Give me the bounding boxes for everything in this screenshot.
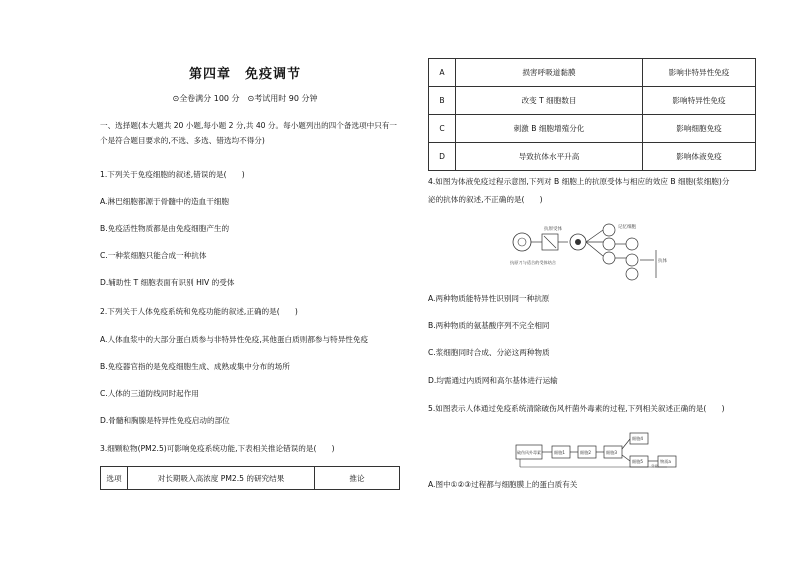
tetanus-toxin-diagram (512, 431, 692, 471)
q1-option-a: A.淋巴细胞都源于骨髓中的造血干细胞 (100, 197, 229, 206)
fig-label-cell5: 细胞5 (632, 459, 644, 464)
q3-table-header (100, 466, 400, 490)
q2-option-a: A.人体血浆中的大部分蛋白质参与非特异性免疫,其他蛋白质则都参与特异性免疫 (100, 335, 369, 344)
fig-label-receptor: 抗原受体 (544, 227, 562, 232)
q4-option-d: D.均需通过内质网和高尔基体进行运输 (428, 376, 558, 385)
table-row: B 改变 T 细胞数目 影响特异性免疫 (429, 87, 756, 115)
fig-label-toxin: 破伤风外毒素 (517, 450, 541, 455)
fig-label-bind: 抗原刀与适合的受体结合 (510, 260, 557, 265)
q1-stem: 1.下列关于免疫细胞的叙述,错误的是( ) (100, 170, 245, 179)
q4-stem-line1: 4.如图为体液免疫过程示意图,下列对 B 细胞上的抗原受体与相应的效应 B 细胞(浆细胞)分 (428, 177, 730, 186)
fig-label-secrete: 分泌 (651, 464, 659, 468)
section-heading: 一、选择题(本大题共 20 小题,每小题 2 分,共 40 分。每小题列出的四个备选项中只有一个是符合题目要求的,不选、多选、错选均不得分) (100, 121, 398, 145)
q2-option-c: C.人体的三道防线同时起作用 (100, 389, 199, 398)
exam-meta: ⊙全卷满分 100 分 ⊙考试用时 90 分钟 (172, 94, 318, 103)
humoral-immunity-diagram (508, 220, 688, 284)
q3-table (428, 58, 756, 171)
fig-label-cell2: 细胞2 (580, 450, 592, 455)
fig-label-memory: 记忆细胞 (618, 225, 636, 230)
table-row: A 损害呼吸道黏膜 影响非特异性免疫 (429, 59, 756, 87)
q4-option-a: A.两种物质能特异性识别同一种抗原 (428, 294, 550, 303)
q3-col-inference: 推论 (315, 467, 400, 490)
q4-stem-line2: 泌的抗体的叙述,不正确的是( ) (428, 195, 543, 204)
page-title: 第四章 免疫调节 (188, 67, 301, 82)
q5-option-a: A.图中①②③过程都与细胞膜上的蛋白质有关 (428, 480, 578, 489)
q3-stem: 3.细颗粒物(PM2.5)可影响免疫系统功能,下表相关推论错误的是( ) (100, 444, 335, 453)
q1-option-b: B.免疫活性物质都是由免疫细胞产生的 (100, 224, 230, 233)
q2-stem: 2.下列关于人体免疫系统和免疫功能的叙述,正确的是( ) (100, 307, 298, 316)
fig-label-antibody: 抗体 (658, 259, 667, 264)
fig-label-cell1: 细胞1 (554, 450, 566, 455)
q2-option-d: D.骨髓和胸腺是特异性免疫启动的部位 (100, 416, 230, 425)
q3-col-result: 对长期吸入高浓度 PM2.5 的研究结果 (128, 467, 315, 490)
q3-col-option: 选项 (101, 467, 128, 490)
fig-label-cell3: 细胞3 (606, 450, 618, 455)
q4-option-b: B.两种物质的氨基酸序列不完全相同 (428, 321, 550, 330)
q1-option-d: D.辅助性 T 细胞表面有识别 HIV 的受体 (100, 278, 235, 287)
q1-option-c: C.一种浆细胞只能合成一种抗体 (100, 251, 207, 260)
q4-option-c: C.浆细胞同时合成、分泌这两种物质 (428, 348, 550, 357)
fig-label-substance: 物质a (660, 459, 671, 464)
q2-option-b: B.免疫器官指的是免疫细胞生成、成熟或集中分布的场所 (100, 362, 290, 371)
q5-stem: 5.如图表示人体通过免疫系统清除破伤风杆菌外毒素的过程,下列相关叙述正确的是( ) (428, 404, 725, 413)
table-row: C 刺激 B 细胞增殖分化 影响细胞免疫 (429, 115, 756, 143)
table-row: D 导致抗体水平升高 影响体液免疫 (429, 143, 756, 171)
fig-label-cell4: 细胞4 (632, 436, 644, 441)
